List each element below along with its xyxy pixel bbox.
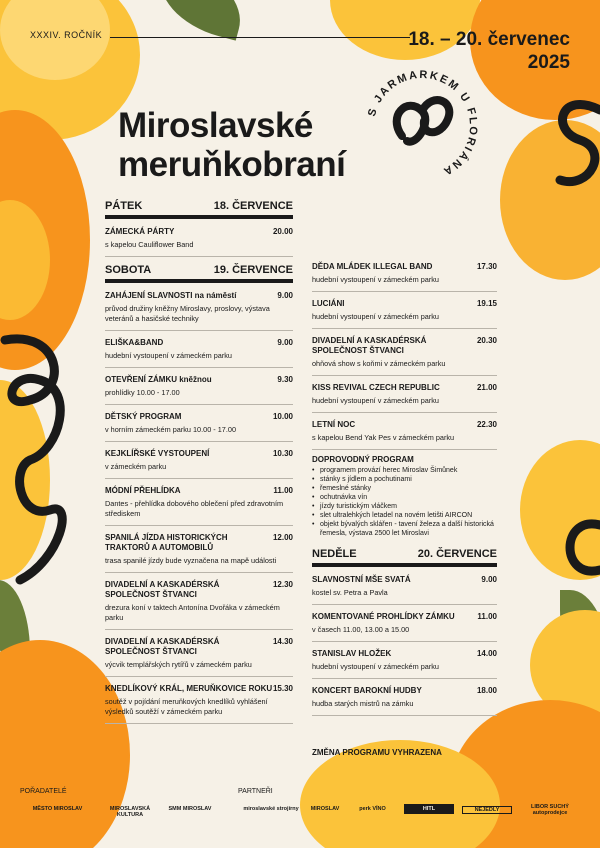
program-event	[105, 684, 293, 724]
event-time: 12.00	[272, 533, 293, 542]
event-name: DIVADELNÍ A KASKADÉRSKÁ SPOLEČNOST ŠTVANCI	[105, 637, 220, 656]
jarmark-logo	[362, 66, 482, 186]
event-description: hudba starých mistrů na zámku	[312, 699, 414, 708]
event-time: 19.15	[476, 299, 497, 308]
event-name: KISS REVIVAL CZECH REPUBLIC	[312, 383, 440, 392]
event-time: 20.30	[476, 336, 497, 345]
event-description: hudební vystoupení v zámeckém parku	[312, 396, 439, 405]
event-time: 20.00	[272, 227, 293, 236]
event-description: prohlídky 10.00 - 17.00	[105, 388, 180, 397]
organizer-logo: MIROSLAVSKÁ KULTURA	[109, 806, 151, 818]
accompanying-item: • ochutnávka vín	[312, 493, 497, 502]
squiggle-decoration	[550, 510, 600, 590]
right-column	[312, 262, 497, 723]
event-name: KEJKLÍŘSKÉ VYSTOUPENÍ	[105, 449, 210, 458]
date-range: 18. – 20. červenec	[408, 29, 570, 50]
program-event	[312, 299, 497, 329]
event-name: SPANILÁ JÍZDA HISTORICKÝCH TRAKTORŮ A AUTOMOBILŮ	[105, 533, 228, 552]
event-description: s kapelou Cauliflower Band	[105, 240, 194, 249]
program-event	[105, 412, 293, 442]
accompanying-item: • stánky s jídlem a pochutinami	[312, 475, 497, 484]
event-description: průvod družiny kněžny Miroslavy, proslovy, výstava veteránů a hasičské techniky	[105, 304, 270, 323]
event-time: 11.00	[273, 486, 293, 495]
organizer-logo: SMM MIROSLAV	[168, 806, 212, 812]
organizer-logo: MĚSTO MIROSLAV	[32, 806, 83, 812]
accompanying-program	[312, 455, 497, 538]
event-name: DĚTSKÝ PROGRAM	[105, 412, 182, 421]
program-event	[105, 637, 293, 677]
event-time: 9.00	[277, 338, 293, 347]
year: 2025	[527, 52, 570, 73]
event-name: KONCERT BAROKNÍ HUDBY	[312, 686, 422, 695]
organizers-label: POŘADATELÉ	[20, 788, 67, 795]
program-event	[312, 686, 497, 716]
squiggle-decoration	[0, 320, 80, 600]
event-name: ZÁMECKÁ PÁRTY	[105, 227, 175, 236]
event-time: 9.00	[277, 291, 293, 300]
event-description: hudební vystoupení v zámeckém parku	[105, 351, 232, 360]
day-header-friday: PÁTEK 18. ČERVENCE	[105, 200, 293, 212]
event-name: DIVADELNÍ A KASKADÉRSKÁ SPOLEČNOST ŠTVANCI	[312, 336, 427, 355]
partner-logo: NEJEDLY	[462, 806, 512, 814]
partner-logo: MIROSLAV	[310, 806, 340, 812]
event-description: v časech 11.00, 13.00 a 15.00	[312, 625, 410, 634]
event-time: 15.30	[272, 684, 293, 693]
squiggle-decoration	[540, 90, 600, 200]
event-time: 10.30	[272, 449, 293, 458]
event-time: 12.30	[272, 580, 293, 589]
program-event	[312, 383, 497, 413]
program-event	[105, 227, 293, 257]
accompanying-item: • řemeslné stánky	[312, 484, 497, 493]
event-name: LUCIÁNI	[312, 299, 345, 308]
partner-logo: miroslavské strojírny	[243, 806, 299, 812]
leaf-decoration	[149, 0, 251, 41]
event-name: KNEDLÍKOVÝ KRÁL, MERUŇKOVICE ROKU	[105, 684, 273, 693]
program-event	[312, 649, 497, 679]
event-name: STANISLAV HLOŽEK	[312, 649, 392, 658]
event-name: DIVADELNÍ A KASKADÉRSKÁ SPOLEČNOST ŠTVANCI	[105, 580, 220, 599]
partner-logo: LIBOR SUCHÝ autoprodejce	[531, 804, 569, 816]
accompanying-item: • slet ultralehkých letadel na novém letišti AIRCON	[312, 511, 497, 520]
program-event	[105, 291, 293, 331]
event-name: DĚDA MLÁDEK ILLEGAL BAND	[312, 262, 433, 271]
program-event	[312, 420, 497, 450]
event-name: SLAVNOSTNÍ MŠE SVATÁ	[312, 575, 411, 584]
day-bar	[105, 215, 293, 219]
event-time: 10.00	[272, 412, 293, 421]
event-description: Dantes - přehlídka dobového oblečení před zdravotním střediskem	[105, 499, 284, 518]
event-time: 9.00	[481, 575, 497, 584]
event-description: v zámeckém parku	[105, 462, 167, 471]
day-bar	[312, 563, 497, 567]
accompanying-item: • jízdy turistickým vláčkem	[312, 502, 497, 511]
event-name: KOMENTOVANÉ PROHLÍDKY ZÁMKU	[312, 612, 455, 621]
event-description: kostel sv. Petra a Pavla	[312, 588, 388, 597]
accompanying-item: • objekt bývalých sklářen - tavení železa a další historická řemesla, výstava 2500 let Miroslavi	[312, 520, 497, 538]
event-time: 9.30	[277, 375, 293, 384]
event-description: trasa spanilé jízdy bude vyznačena na mapě události	[105, 556, 277, 565]
day-header-saturday: SOBOTA 19. ČERVENCE	[105, 264, 293, 276]
program-event	[312, 262, 497, 292]
event-name: ZAHÁJENÍ SLAVNOSTI na náměstí	[105, 291, 237, 300]
program-change-notice: ZMĚNA PROGRAMU VYHRAZENA	[312, 748, 442, 757]
title-line: meruňkobraní	[118, 145, 346, 184]
accompanying-title: DOPROVODNÝ PROGRAM	[312, 455, 414, 464]
event-description: hudební vystoupení v zámeckém parku	[312, 312, 439, 321]
day-header-sunday: NEDĚLE 20. ČERVENCE	[312, 548, 497, 560]
program-event	[105, 486, 293, 526]
program-event	[105, 449, 293, 479]
accompanying-item: • programem provází herec Miroslav Šimůnek	[312, 466, 497, 475]
partners-label: PARTNEŘI	[238, 788, 273, 795]
partner-logo: HITL	[404, 804, 454, 814]
edition-label: XXXIV. ROČNÍK	[30, 30, 103, 40]
page-title	[118, 106, 345, 184]
event-description: hudební vystoupení v zámeckém parku	[312, 275, 439, 284]
event-time: 14.00	[476, 649, 497, 658]
event-time: 11.00	[477, 612, 497, 621]
event-time: 22.30	[476, 420, 497, 429]
event-description: výcvik templářských rytířů v zámeckém parku	[105, 660, 252, 669]
program-event	[312, 612, 497, 642]
partner-logo: perk VÍNO	[359, 806, 386, 812]
program-event	[105, 580, 293, 630]
event-name: LETNÍ NOC	[312, 420, 356, 429]
logo-text: S JARMARKEM U FLORIÁNA	[365, 68, 480, 179]
event-description: s kapelou Bend Yak Pes v zámeckém parku	[312, 433, 455, 442]
event-time: 17.30	[476, 262, 497, 271]
left-column	[105, 200, 293, 731]
event-name: OTEVŘENÍ ZÁMKU kněžnou	[105, 375, 212, 384]
divider	[110, 37, 410, 38]
event-name: ELIŠKA&BAND	[105, 338, 164, 347]
event-description: drezura koní v taktech Antonína Dvořáka v zámeckém parku	[105, 603, 280, 622]
event-description: ohňová show s koňmi v zámeckém parku	[312, 359, 446, 368]
program-event	[312, 575, 497, 605]
event-description: hudební vystoupení v zámeckém parku	[312, 662, 439, 671]
program-event	[105, 375, 293, 405]
event-description: soutěž v pojídání meruňkových knedlíků vyhlášení výsledků soutěží v zámeckém parku	[105, 697, 268, 716]
program-event	[105, 533, 293, 573]
title-line: Miroslavské	[118, 106, 313, 145]
program-event	[105, 338, 293, 368]
event-time: 14.30	[272, 637, 293, 646]
event-description: v horním zámeckém parku 10.00 - 17.00	[105, 425, 237, 434]
event-time: 21.00	[476, 383, 497, 392]
event-name: MÓDNÍ PŘEHLÍDKA	[105, 486, 181, 495]
day-bar	[105, 279, 293, 283]
event-time: 18.00	[476, 686, 497, 695]
program-event	[312, 336, 497, 376]
